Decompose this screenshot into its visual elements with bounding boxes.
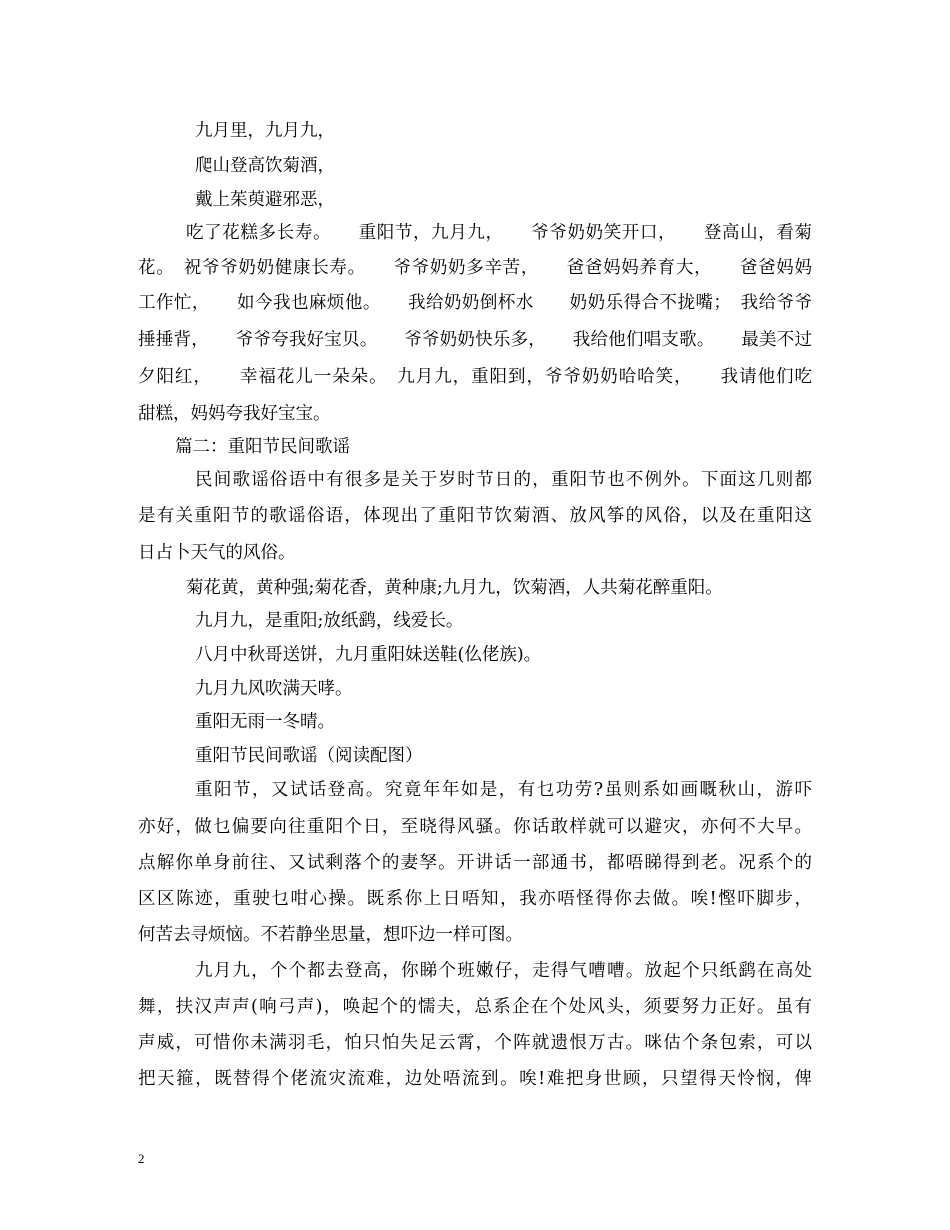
text-line: 声威，可惜你未满羽毛，怕只怕失足云霄，个阵就遗恨万古。咪估个条包索，可以 xyxy=(138,1033,812,1053)
text-line: 夕阳红， 幸福花儿一朵朵。 九月九，重阳到，爷爷奶奶哈哈笑， 我请他们吃 xyxy=(138,367,812,387)
text-line: 八月中秋哥送饼，九月重阳妹送鞋(仫佬族)。 xyxy=(195,645,542,665)
text-line: 爬山登高饮菊酒， xyxy=(195,156,335,176)
text-line: 九月里，九月九， xyxy=(195,121,335,141)
text-line: 重阳节，又试话登高。究竟年年如是，有乜功劳?虽则系如画嘅秋山，游吓 xyxy=(195,780,812,800)
text-line: 戴上茱萸避邪恶， xyxy=(195,190,335,210)
text-line: 九月九风吹满天哮。 xyxy=(195,679,353,699)
text-line: 吃了花糕多长寿。 重阳节，九月九， 爷爷奶奶笑开口， 登高山，看菊 xyxy=(186,223,812,243)
text-line: 亦好，做乜偏要向往重阳个日，至晓得风骚。你话敢样就可以避灾，亦何不大早。 xyxy=(138,817,812,837)
text-line: 是有关重阳节的歌谣俗语，体现出了重阳节饮菊酒、放风筝的风俗，以及在重阳这 xyxy=(138,506,812,526)
text-line: 九月九，是重阳;放纸鹞，线爱长。 xyxy=(195,611,464,631)
text-line: 舞，扶汉声声(响弓声)，唤起个的懦夫，总系企在个处风头，须要努力正好。虽有 xyxy=(138,997,812,1017)
text-line: 民间歌谣俗语中有很多是关于岁时节日的，重阳节也不例外。下面这几则都 xyxy=(195,470,812,490)
text-line: 工作忙， 如今我也麻烦他。 我给奶奶倒杯水 奶奶乐得合不拢嘴； 我给爷爷 xyxy=(138,293,812,313)
text-line: 捶捶背， 爷爷夸我好宝贝。 爷爷奶奶快乐多， 我给他们唱支歌。 最美不过 xyxy=(138,330,812,350)
text-line: 何苦去寻烦恼。不若静坐思量，想吓边一样可图。 xyxy=(138,925,523,945)
text-line: 花。 祝爷爷奶奶健康长寿。 爷爷奶奶多辛苦， 爸爸妈妈养育大， 爸爸妈妈 xyxy=(138,258,812,278)
page-number: 2 xyxy=(138,1151,145,1166)
text-line: 点解你单身前往、又试剩落个的妻孥。开讲话一部通书，都唔睇得到老。况系个的 xyxy=(138,853,812,873)
text-line: 把天箍，既替得个佬流灾流难，边处唔流到。唉!难把身世顾，只望得天怜悯，俾 xyxy=(138,1069,812,1089)
text-line: 菊花黄，黄种强;菊花香，黄种康;九月九，饮菊酒，人共菊花醉重阳。 xyxy=(186,578,723,598)
text-line: 重阳无雨一冬晴。 xyxy=(195,712,335,732)
text-line: 区区陈迹，重驶乜咁心操。既系你上日唔知，我亦唔怪得你去做。唉!慳吓脚步， xyxy=(138,889,812,909)
text-line: 九月九，个个都去登高，你睇个班嫩仔，走得气嘈嘈。放起个只纸鹞在高处 xyxy=(195,961,812,981)
text-line: 日占卜天气的风俗。 xyxy=(138,543,296,563)
text-line: 重阳节民间歌谣（阅读配图） xyxy=(195,746,423,766)
section-heading: 篇二：重阳节民间歌谣 xyxy=(175,437,350,457)
text-line: 甜糕，妈妈夸我好宝宝。 xyxy=(138,404,331,424)
